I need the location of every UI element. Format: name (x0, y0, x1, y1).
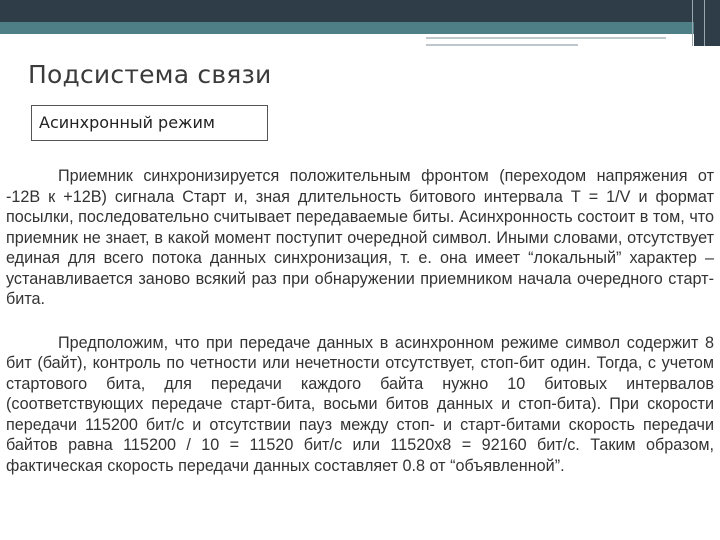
header-accent-bar (0, 22, 700, 34)
subtitle-box: Асинхронный режим (31, 105, 268, 141)
header-bar (0, 0, 720, 22)
slide-title: Подсистема связи (28, 60, 272, 89)
corner-decoration (694, 0, 720, 46)
corner-line (704, 0, 705, 46)
decorative-line (426, 37, 666, 39)
decorative-line (426, 44, 578, 46)
paragraph: Предположим, что при передаче данных в асинхронном режиме символ содержит 8 бит (байт), контроль по четности или нечетности отсутствует, стоп-бит один. Тогда, с учетом стартового бита, для передачи каждого байта нужно 10 битовых интервалов (соответствующих передаче старт-бита, восьми битов данных и стоп-бита). При скорости передачи 115200 бит/с и отсутствии пауз между стоп- и старт-битами скорость передачи байтов равна 115200 / 10 = 11520 бит/с или 11520х8 = 92160 бит/с. Таким образом, фактическая скорость передачи данных составляет 0.8 от “объявленной”. (6, 333, 714, 475)
corner-line (692, 0, 693, 46)
body-text (6, 166, 714, 476)
paragraph: Приемник синхронизируется положительным фронтом (переходом напряжения от -12В к +12В) сигнала Старт и, зная длительность битового интервала Т = 1/V и формат посылки, последовательно считывает передаваемые биты. Асинхронность состоит в том, что приемник не знает, в какой момент поступит очередной символ. Иными словами, отсутствует единая для всего потока данных синхронизация, т. е. она имеет “локальный” характер – устанавливается заново всякий раз при обнаружении приемником начала очередного старт-бита. (6, 167, 714, 308)
